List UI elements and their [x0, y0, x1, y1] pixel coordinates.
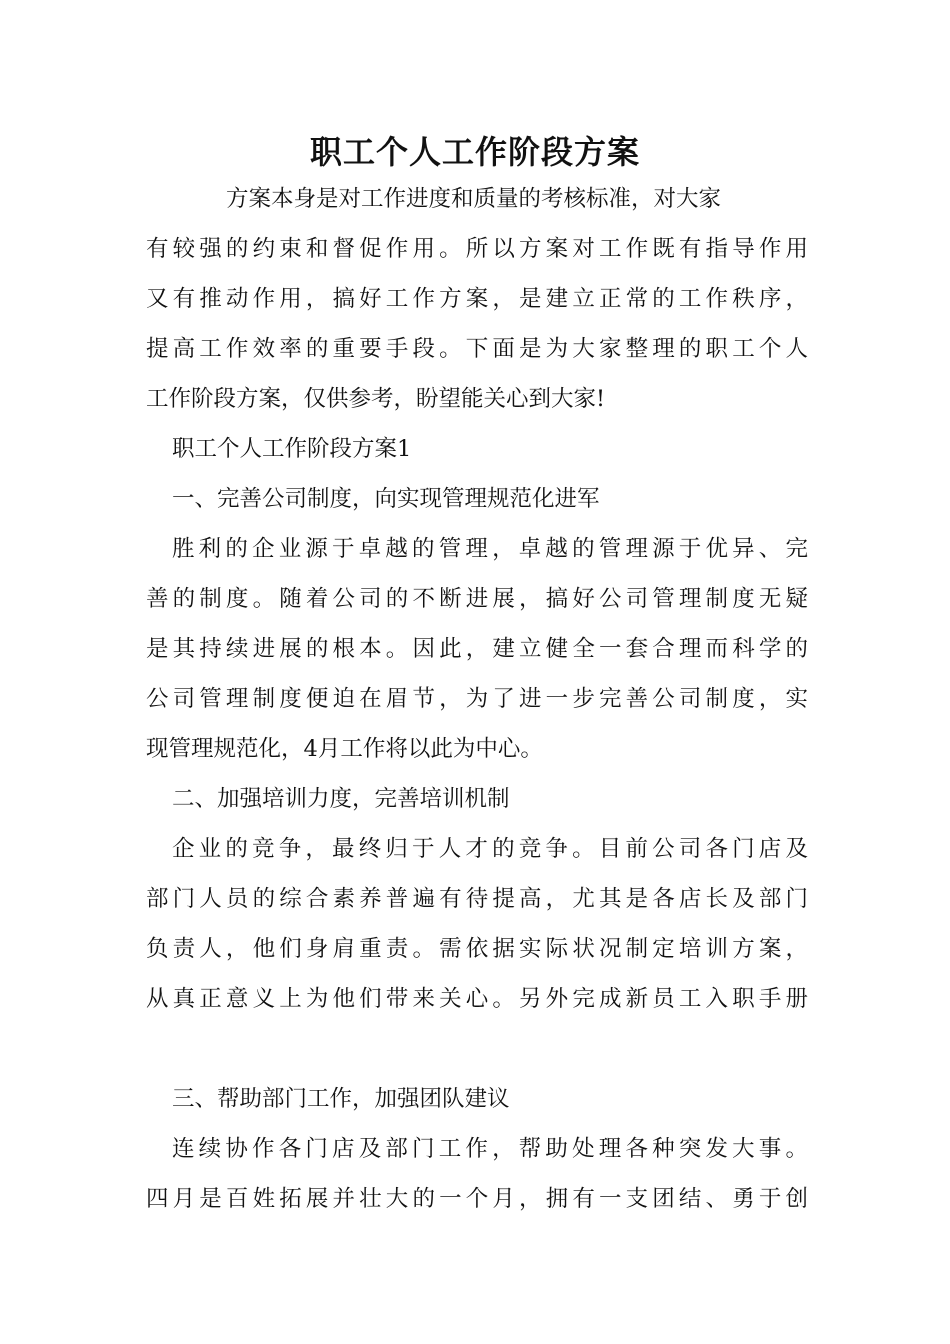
- paragraph-line: 工作阶段方案，仅供参考，盼望能关心到大家!: [146, 386, 606, 412]
- paragraph-line: 是其持续进展的根本。因此，建立健全一套合理而科学的: [146, 636, 808, 662]
- section-heading: 三、帮助部门工作，加强团队建议: [172, 1086, 510, 1112]
- paragraph-line: 从真正意义上为他们带来关心。另外完成新员工入职手册: [146, 986, 808, 1012]
- paragraph-line: 又有推动作用，搞好工作方案，是建立正常的工作秩序，: [146, 286, 808, 312]
- paragraph-line: 企业的竞争，最终归于人才的竞争。目前公司各门店及: [172, 836, 808, 862]
- paragraph-line: 方案本身是对工作进度和质量的考核标准，对大家: [226, 186, 722, 212]
- paragraph-line: 胜利的企业源于卓越的管理，卓越的管理源于优异、完: [172, 536, 808, 562]
- paragraph-line: 善的制度。随着公司的不断进展，搞好公司管理制度无疑: [146, 586, 808, 612]
- paragraph-line: 四月是百姓拓展并壮大的一个月，拥有一支团结、勇于创: [146, 1186, 808, 1212]
- paragraph-line: 部门人员的综合素养普遍有待提高，尤其是各店长及部门: [146, 886, 808, 912]
- section-heading: 职工个人工作阶段方案1: [172, 436, 412, 462]
- paragraph-line: 现管理规范化，4月工作将以此为中心。: [146, 736, 543, 762]
- paragraph-line: 提高工作效率的重要手段。下面是为大家整理的职工个人: [146, 336, 808, 362]
- section-heading: 二、加强培训力度，完善培训机制: [172, 786, 510, 812]
- paragraph-line: 连续协作各门店及部门工作，帮助处理各种突发大事。: [172, 1136, 808, 1162]
- paragraph-line: 负责人，他们身肩重责。需依据实际状况制定培训方案，: [146, 936, 808, 962]
- paragraph-line: 公司管理制度便迫在眉节，为了进一步完善公司制度，实: [146, 686, 808, 712]
- document-title: 职工个人工作阶段方案: [309, 133, 640, 171]
- paragraph-line: 有较强的约束和督促作用。所以方案对工作既有指导作用: [146, 236, 808, 262]
- section-heading: 一、完善公司制度，向实现管理规范化进军: [172, 486, 600, 512]
